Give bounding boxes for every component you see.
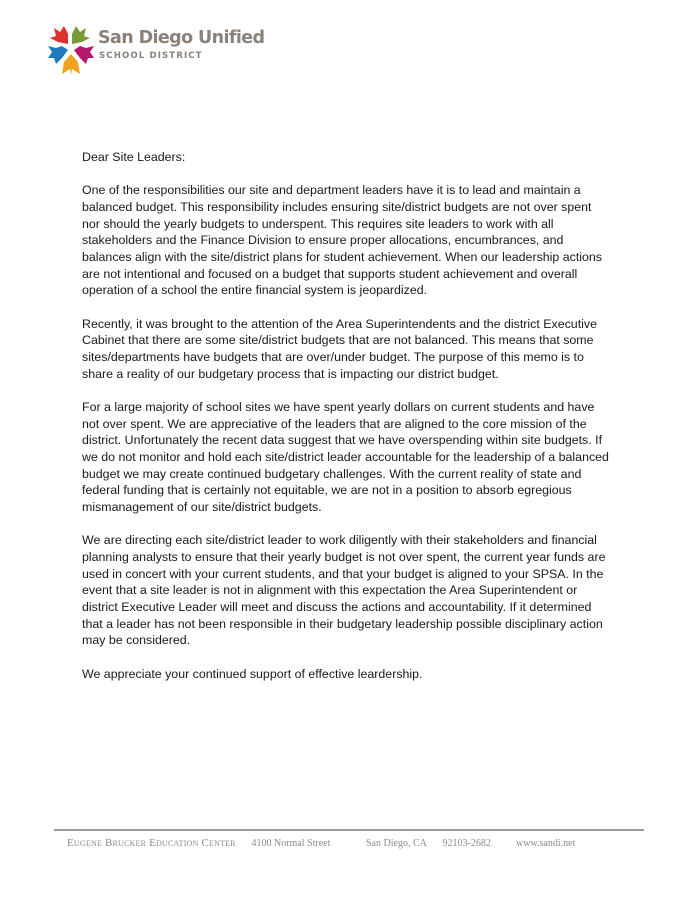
text-line: We appreciate your continued support of effective leardership.: [82, 666, 423, 681]
footer-street: 4100 Normal Street: [251, 838, 331, 849]
text-line: sites/departments have budgets that are over/under budget. The purpose of this memo is to: [82, 350, 584, 365]
paragraph-3: [82, 399, 644, 516]
district-logo: [46, 24, 265, 78]
paragraph-4: [82, 532, 644, 649]
text-line: district Executive Leader will meet and discuss the actions and accountability. If it determined: [82, 600, 592, 615]
footer-city: San Diego, CA: [366, 838, 427, 849]
text-line: Cabinet that there are some site/district budgets that are not balanced. This means that some: [82, 333, 594, 348]
text-line: we do not monitor and hold each site/district leader accountable for the leadership of a balanced: [82, 450, 609, 465]
salutation: Dear Site Leaders:: [82, 150, 186, 164]
text-line: operation of a school the entire financial system is jeopardized.: [82, 283, 428, 298]
footer-divider: [54, 829, 644, 831]
text-line: One of the responsibilities our site and department leaders have it is to lead and maintain a: [82, 183, 581, 198]
text-line: budget we may create continued budgetary challenges. With the current reality of state and: [82, 466, 582, 481]
text-line: balanced budget. This responsibility includes ensuring site/district budgets are not over spent: [82, 200, 592, 214]
footer-building: Eugene Brucker Education Center: [67, 837, 236, 849]
text-line: nor should the yearly budgets to underspent. This requires site leaders to work with all: [82, 216, 554, 231]
text-line: not over spent. We are appreciative of the leaders that are aligned to the core mission of the: [82, 416, 587, 431]
paragraph-1: [82, 182, 644, 299]
text-line: event that a site leader is not in alignment with this expectation the Area Superintendent or: [82, 583, 578, 598]
text-line: We are directing each site/district leader to work diligently with their stakeholders and financial: [82, 533, 597, 548]
text-line: federal funding that is certainly not equitable, we are not in a position to absorb egregious: [82, 483, 572, 498]
letter-body: [82, 149, 644, 699]
text-line: district. Unfortunately the recent data suggest that we have overspending within site budgets. If: [82, 433, 603, 448]
footer-website[interactable]: www.sandi.net: [516, 838, 576, 849]
footer-zip: 92103-2682: [442, 838, 491, 849]
text-line: planning analysts to ensure that their yearly budget is not over spent, the current year funds are: [82, 550, 606, 565]
text-line: mismanagement of our site/district budgets.: [82, 500, 322, 515]
text-line: share a reality of our budgetary process that is impacting our district budget.: [82, 366, 499, 381]
text-line: balances align with the site/district plans for student achievement. When our leadership actions: [82, 250, 603, 265]
text-line: may be considered.: [82, 633, 191, 648]
text-line: stakeholders and the Finance Division to ensure proper allocations, encumbrances, and: [82, 233, 564, 248]
closing-paragraph: [82, 666, 644, 683]
text-line: For a large majority of school sites we have spent yearly dollars on current students and have: [82, 400, 595, 415]
paragraph-2: [82, 316, 644, 383]
footer-address: [67, 837, 575, 849]
text-line: are not intentional and focused on a budget that supports student achievement and overall: [82, 266, 578, 281]
text-line: Recently, it was brought to the attention of the Area Superintendents and the district Executive: [82, 316, 597, 331]
text-line: used in concert with your current students, and that your budget is aligned to your SPSA. In the: [82, 566, 604, 581]
star-logo-icon: [46, 24, 96, 76]
text-line: that a leader has not been responsible in their budgetary leadership possible disciplinary action: [82, 616, 603, 631]
logo-title: San Diego Unified: [98, 28, 265, 48]
logo-subtitle: SCHOOL DISTRICT: [99, 51, 203, 61]
